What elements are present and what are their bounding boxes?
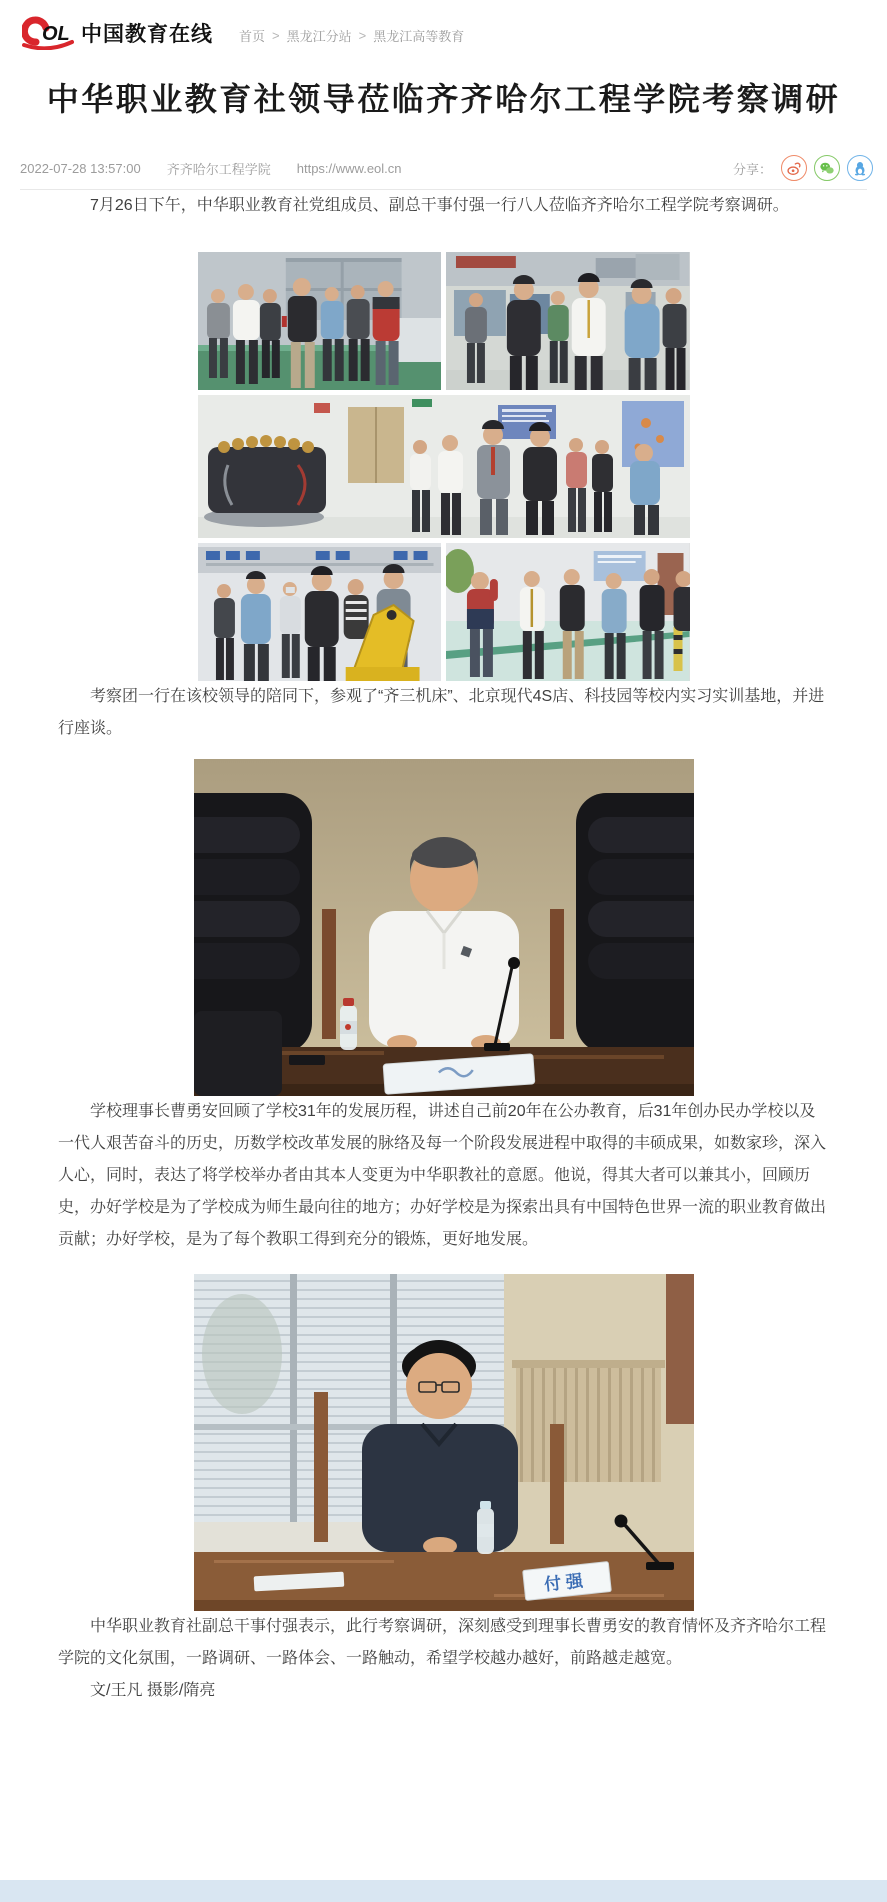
paragraph-1: 7月26日下午，中华职业教育社党组成员、副总干事付强一行八人莅临齐齐哈尔工程学院考察调研。 <box>90 197 789 215</box>
collage-row-1 <box>198 252 690 390</box>
site-url: https://www.eol.cn <box>296 160 402 176</box>
photo-scene <box>198 252 442 390</box>
article-meta <box>20 155 873 181</box>
page-footer-bar <box>0 1880 887 1902</box>
photo-scene <box>198 395 690 538</box>
breadcrumb <box>239 21 464 45</box>
breadcrumb-separator: > <box>358 28 367 43</box>
site-header <box>0 0 887 50</box>
leather-chair-right <box>576 793 694 1053</box>
eol-logo-icon <box>22 16 74 50</box>
photo-scene <box>446 543 690 681</box>
share-bar <box>733 155 873 181</box>
photo-engine-display <box>198 395 690 538</box>
photo-scene <box>194 1274 694 1611</box>
name-card-text: 付 强 <box>542 1571 584 1595</box>
article-title: 中华职业教育社领导莅临齐齐哈尔工程学院考察调研 <box>46 81 841 117</box>
breadcrumb-current[interactable]: 黑龙江高等教育 <box>373 29 465 44</box>
paragraph-3: 学校理事长曹勇安回顾了学校31年的发展历程，讲述自己前20年在公办教育，后31年创办民办学校以及一代人艰苦奋斗的历史，历数学校改革发展的脉络及每一个阶段发展进程中取得的丰硕成果，如数家珍，深入人心，同时，表达了将学校举办者由其本人变更为中华职教社的意愿。他说，得其大者可以兼其小，回顾历史，办好学校是为了学校成为师生最向往的地方；办好学校是为探索出具有中国特色世界一流的职业教育做出贡献；办好学校，是为了每个教职工得到充分的锻炼，更好地发展。 <box>58 1103 827 1249</box>
photo-scene <box>194 759 694 1096</box>
photo-fuqiang <box>194 1274 694 1611</box>
article-body <box>0 190 887 1707</box>
eol-logo-letters: OL <box>42 23 70 45</box>
author-credits: 文/王凡 摄影/隋亮 <box>90 1682 216 1700</box>
share-weibo-icon[interactable] <box>781 155 807 181</box>
photo-robot-arm <box>198 543 442 681</box>
breadcrumb-separator: > <box>272 28 280 43</box>
photo-collage <box>198 252 690 681</box>
photo-chairman <box>194 759 694 1096</box>
article-source: 齐齐哈尔工程学院 <box>166 161 271 177</box>
publish-datetime: 2022-07-28 13:57:00 <box>20 160 141 176</box>
photo-corridor-walk <box>446 543 690 681</box>
breadcrumb-home[interactable]: 首页 <box>239 29 266 44</box>
paragraph-4: 中华职业教育社副总干事付强表示，此行考察调研，深刻感受到理事长曹勇安的教育情怀及齐齐哈尔工程学院的文化氛围，一路调研、一路体会、一路触动，希望学校越办越好，前路越走越宽。 <box>58 1618 827 1668</box>
share-label: 分享： <box>732 161 772 177</box>
photo-workshop-group <box>198 252 442 390</box>
photo-factory-visit <box>446 252 690 390</box>
breadcrumb-branch[interactable]: 黑龙江分站 <box>286 29 352 44</box>
share-wechat-icon[interactable] <box>814 155 840 181</box>
collage-row-2 <box>198 395 690 538</box>
collage-row-3 <box>198 543 690 681</box>
site-name: 中国教育在线 <box>81 23 213 46</box>
paragraph-2: 考察团一行在该校领导的陪同下，参观了“齐三机床”、北京现代4S店、科技园等校内实习实训基地，并进行座谈。 <box>58 688 825 738</box>
radiator <box>516 1366 661 1482</box>
photo-scene <box>446 252 690 390</box>
photo-scene <box>198 543 442 681</box>
eol-logo[interactable] <box>22 16 213 50</box>
share-qq-icon[interactable] <box>847 155 873 181</box>
